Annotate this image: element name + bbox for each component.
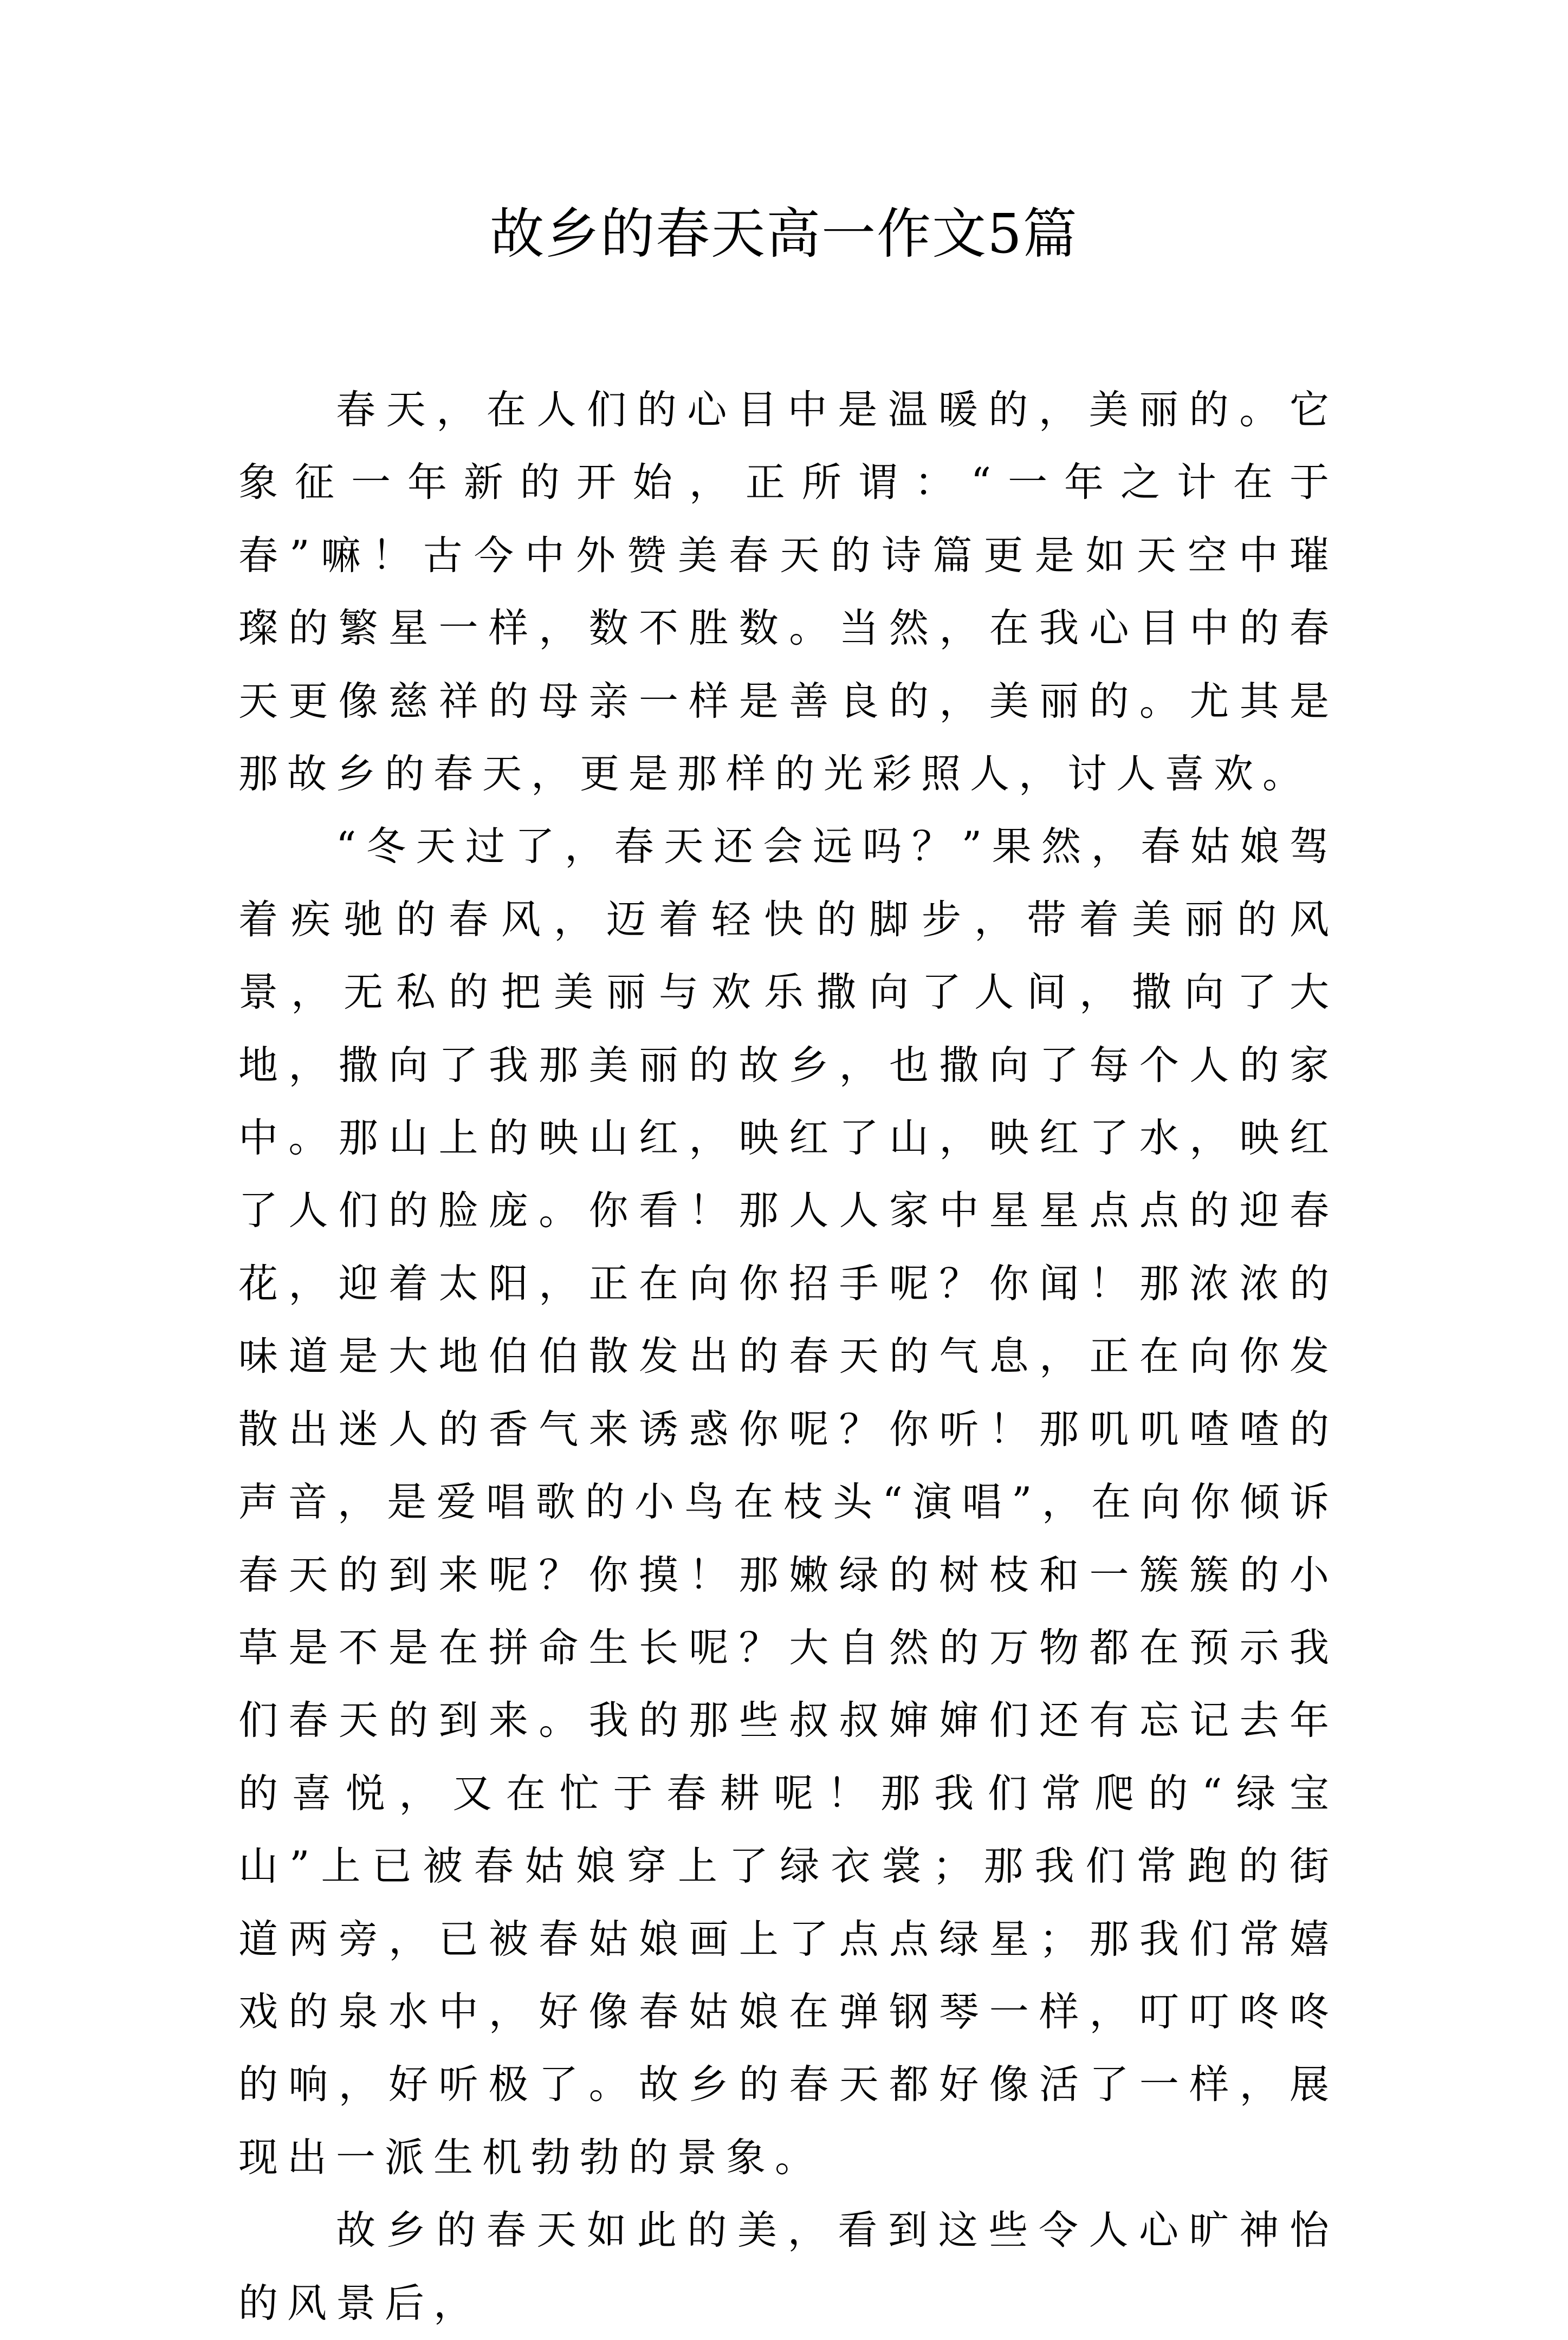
document-body bbox=[238, 374, 1338, 2340]
document-title: 故乡的春天高一作文5篇 bbox=[490, 202, 1078, 265]
paragraph-2: “冬天过了，春天还会远吗？”果然，春姑娘驾着疾驰的春风，迈着轻快的脚步，带着美丽的风景，无私的把美丽与欢乐撒向了人间，撒向了大地，撒向了我那美丽的故乡，也撒向了每个人的家中。那山上的映山红，映红了山，映红了水，映红了人们的脸庞。你看！那人人家中星星点点的迎春花，迎着太阳，正在向你招手呢？你闻！那浓浓的味道是大地伯伯散发出的春天的气息，正在向你发散出迷人的香气来诱惑你呢？你听！那叽叽喳喳的声音，是爱唱歌的小鸟在枝头“演唱”，在向你倾诉春天的到来呢？你摸！那嫩绿的树枝和一簇簇的小草是不是在拼命生长呢？大自然的万物都在预示我们春天的到来。我的那些叔叔婶婶们还有忘记去年的喜悦，又在忙于春耕呢！那我们常爬的“绿宝山”上已被春姑娘穿上了绿衣裳；那我们常跑的街道两旁，已被春姑娘画上了点点绿星；那我们常嬉戏的泉水中，好像春姑娘在弹钢琴一样，叮叮咚咚的响，好听极了。故乡的春天都好像活了一样，展现出一派生机勃勃的景象。 bbox=[238, 824, 1338, 2181]
paragraph-1: 春天，在人们的心目中是温暖的，美丽的。它象征一年新的开始，正所谓：“一年之计在于春”嘛！古今中外赞美春天的诗篇更是如天空中璀璨的繁星一样，数不胜数。当然，在我心目中的春天更像慈祥的母亲一样是善良的，美丽的。尤其是那故乡的春天，更是那样的光彩照人，讨人喜欢。 bbox=[238, 387, 1338, 798]
paragraph-3: 故乡的春天如此的美，看到这些令人心旷神怡的风景后， bbox=[238, 2207, 1338, 2326]
